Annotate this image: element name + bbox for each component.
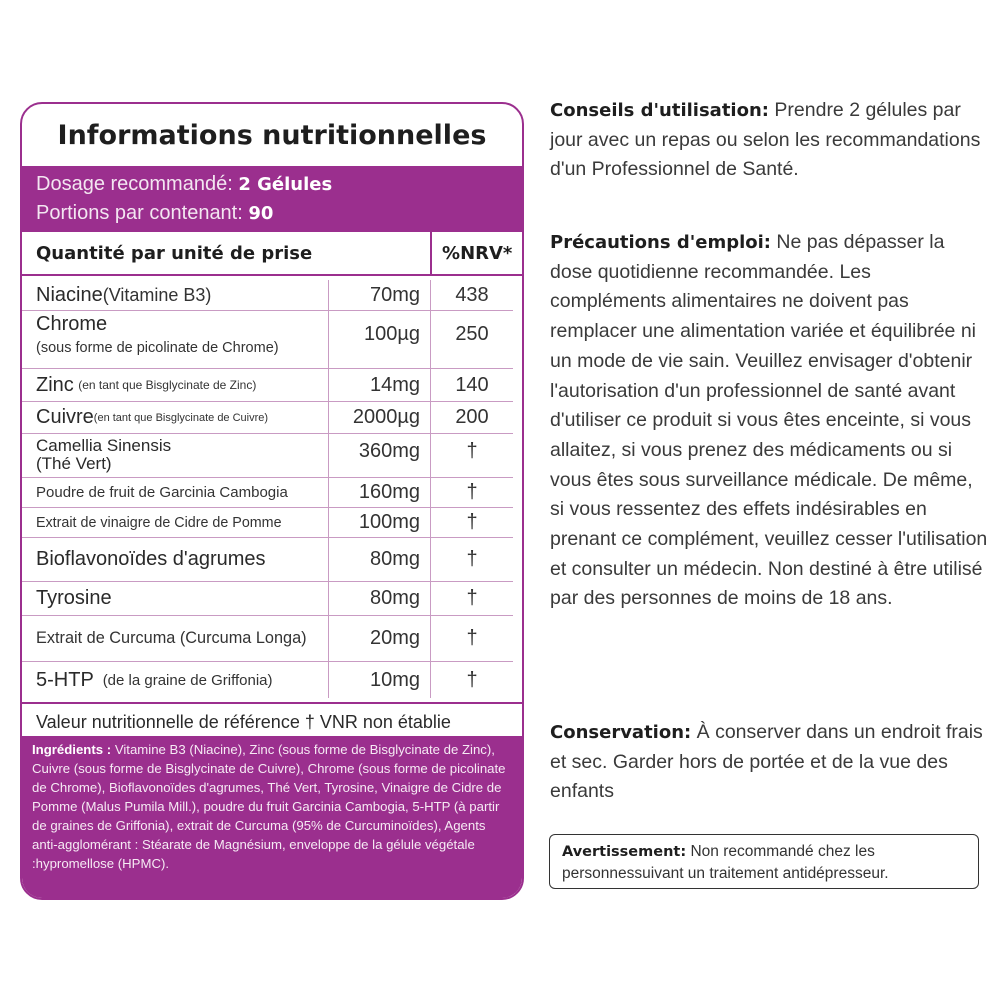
nutrient-name: Extrait de Curcuma (Curcuma Longa) xyxy=(22,616,329,662)
nutrient-amount: 14mg xyxy=(329,369,431,402)
nutrient-name-sub: (Thé Vert) xyxy=(36,454,112,473)
table-row xyxy=(22,402,522,434)
precautions-section xyxy=(550,228,990,614)
nutrient-amount: 100µg xyxy=(329,311,431,369)
nutrient-nrv: † xyxy=(431,582,513,616)
dosage-line xyxy=(36,170,508,199)
nutrient-amount: 160mg xyxy=(329,478,431,508)
nutrient-name xyxy=(22,369,329,402)
nutrient-nrv: † xyxy=(431,538,513,582)
nutrition-panel xyxy=(20,102,524,900)
storage-section xyxy=(550,718,990,807)
usage-label: Conseils d'utilisation: xyxy=(550,100,769,121)
nutrient-name-main: Zinc xyxy=(36,373,74,396)
table-row xyxy=(22,538,522,582)
dosage-label: Dosage recommandé: xyxy=(36,173,233,195)
nutrient-nrv: † xyxy=(431,616,513,662)
nutrient-nrv: 438 xyxy=(431,280,513,311)
nrv-footnote: Valeur nutritionnelle de référence † VNR non établie xyxy=(22,702,522,740)
table-row xyxy=(22,508,522,538)
portions-value: 90 xyxy=(248,203,274,224)
nutrient-name xyxy=(22,402,329,434)
nutrient-name-sub: (Vitamine B3) xyxy=(102,284,212,305)
ingredients-text: Vitamine B3 (Niacine), Zinc (sous forme de Bisglycinate de Zinc), Cuivre (sous forme de Bisglycinate de Cuivre), Chrome (sous forme de picolinate de Chrome), Bioflavonoïdes d'agrumes, Thé Vert, Tyrosine, Vinaigre de Cidre de Pomme (Malus Pumila Mill.), poudre du fruit Garcinia Cambogia, 5-HTP (à partir de graines de Griffonia), extrait de Curcuma (95% de Curcuminoïdes), Agents anti-agglomérant : Stéarate de Magnésium, enveloppe de la gélule végétale :hypromellose (HPMC). xyxy=(32,742,506,871)
nutrient-name: Extrait de vinaigre de Cidre de Pomme xyxy=(22,508,329,538)
ingredients-block xyxy=(22,736,522,898)
nutrient-name-sub: (en tant que Bisglycinate de Cuivre) xyxy=(93,411,269,424)
table-row xyxy=(22,369,522,402)
nutrient-name-sub: (sous forme de picolinate de Chrome) xyxy=(36,340,279,356)
table-header xyxy=(22,232,522,276)
precautions-text: Ne pas dépasser la dose quotidienne recommandée. Les compléments alimentaires ne doivent pas remplacer une alimentation variée et équilibrée ni un mode de vie sain. Veuillez envisager d'obtenir l'autorisation d'un professionnel de santé avant d'utiliser ce produit si vous êtes enceinte, si vous allaitez, si vous prenez des médicaments ou si vous êtes sous surveillance médicale. De même, si vous ressentez des effets indésirables en prenant ce complément, veuillez cesser l'utilisation et consulter un médecin. Non destiné à être utilisé par des personnes de moins de 18 ans. xyxy=(550,231,988,610)
table-row xyxy=(22,478,522,508)
nutrient-amount: 80mg xyxy=(329,582,431,616)
storage-text: À conserver dans un endroit frais et sec. Garder hors de portée et de la vue des enfants xyxy=(550,721,983,803)
portions-line xyxy=(36,199,508,228)
nutrient-amount: 100mg xyxy=(329,508,431,538)
portions-label: Portions par contenant: xyxy=(36,202,243,224)
table-row xyxy=(22,662,522,698)
nutrient-name-main: Cuivre xyxy=(36,406,94,428)
column-header-nrv: %NRV* xyxy=(430,232,522,274)
nutrient-name-main: Niacine xyxy=(36,283,103,306)
nutrient-name xyxy=(22,311,329,369)
table-row xyxy=(22,582,522,616)
nutrient-amount: 360mg xyxy=(329,434,431,478)
dosage-band xyxy=(22,166,522,232)
table-row xyxy=(22,434,522,478)
usage-text: Prendre 2 gélules par jour avec un repas ou selon les recommandations d'un Professionnel de Santé. xyxy=(550,99,981,181)
nutrient-nrv: 140 xyxy=(431,369,513,402)
warning-text: Non recommandé chez les personnessuivant un traitement antidépresseur. xyxy=(562,843,889,882)
nutrient-name-sub: (en tant que Bisglycinate de Zinc) xyxy=(78,378,257,392)
nutrient-name-main: Camellia Sinensis xyxy=(36,436,172,455)
nutrient-amount: 20mg xyxy=(329,616,431,662)
nutrient-amount: 10mg xyxy=(329,662,431,698)
table-row xyxy=(22,311,522,369)
nutrient-nrv: † xyxy=(431,434,513,478)
nutrient-nrv: 200 xyxy=(431,402,513,434)
nutrient-name: Bioflavonoïdes d'agrumes xyxy=(22,538,329,582)
dosage-value: 2 Gélules xyxy=(238,174,333,195)
nutrient-name xyxy=(22,280,329,311)
nutrient-name xyxy=(22,662,329,698)
nutrient-name: Tyrosine xyxy=(22,582,329,616)
storage-label: Conservation: xyxy=(550,722,692,743)
nutrient-name xyxy=(22,434,329,478)
table-row xyxy=(22,616,522,662)
ingredients-label: Ingrédients : xyxy=(32,742,112,757)
nutrient-name-main: 5-HTP xyxy=(36,668,94,691)
nutrient-nrv: † xyxy=(431,478,513,508)
nutrient-amount: 70mg xyxy=(329,280,431,311)
nutrient-name-sub: (de la graine de Griffonia) xyxy=(102,671,273,689)
nutrient-nrv: † xyxy=(431,508,513,538)
nutrient-name-main: Chrome xyxy=(36,313,108,335)
nutrient-amount: 80mg xyxy=(329,538,431,582)
usage-section xyxy=(550,96,990,185)
warning-label: Avertissement: xyxy=(562,844,687,860)
nutrient-nrv: 250 xyxy=(431,311,513,369)
precautions-label: Précautions d'emploi: xyxy=(550,232,771,253)
column-header-quantity: Quantité par unité de prise xyxy=(36,242,313,264)
table-row xyxy=(22,280,522,311)
panel-title: Informations nutritionnelles xyxy=(57,119,487,151)
nutrient-nrv: † xyxy=(466,668,478,691)
warning-box xyxy=(549,834,979,889)
nutrient-table xyxy=(22,276,522,698)
nutrient-amount: 2000µg xyxy=(329,402,431,434)
nutrient-name: Poudre de fruit de Garcinia Cambogia xyxy=(22,478,329,508)
